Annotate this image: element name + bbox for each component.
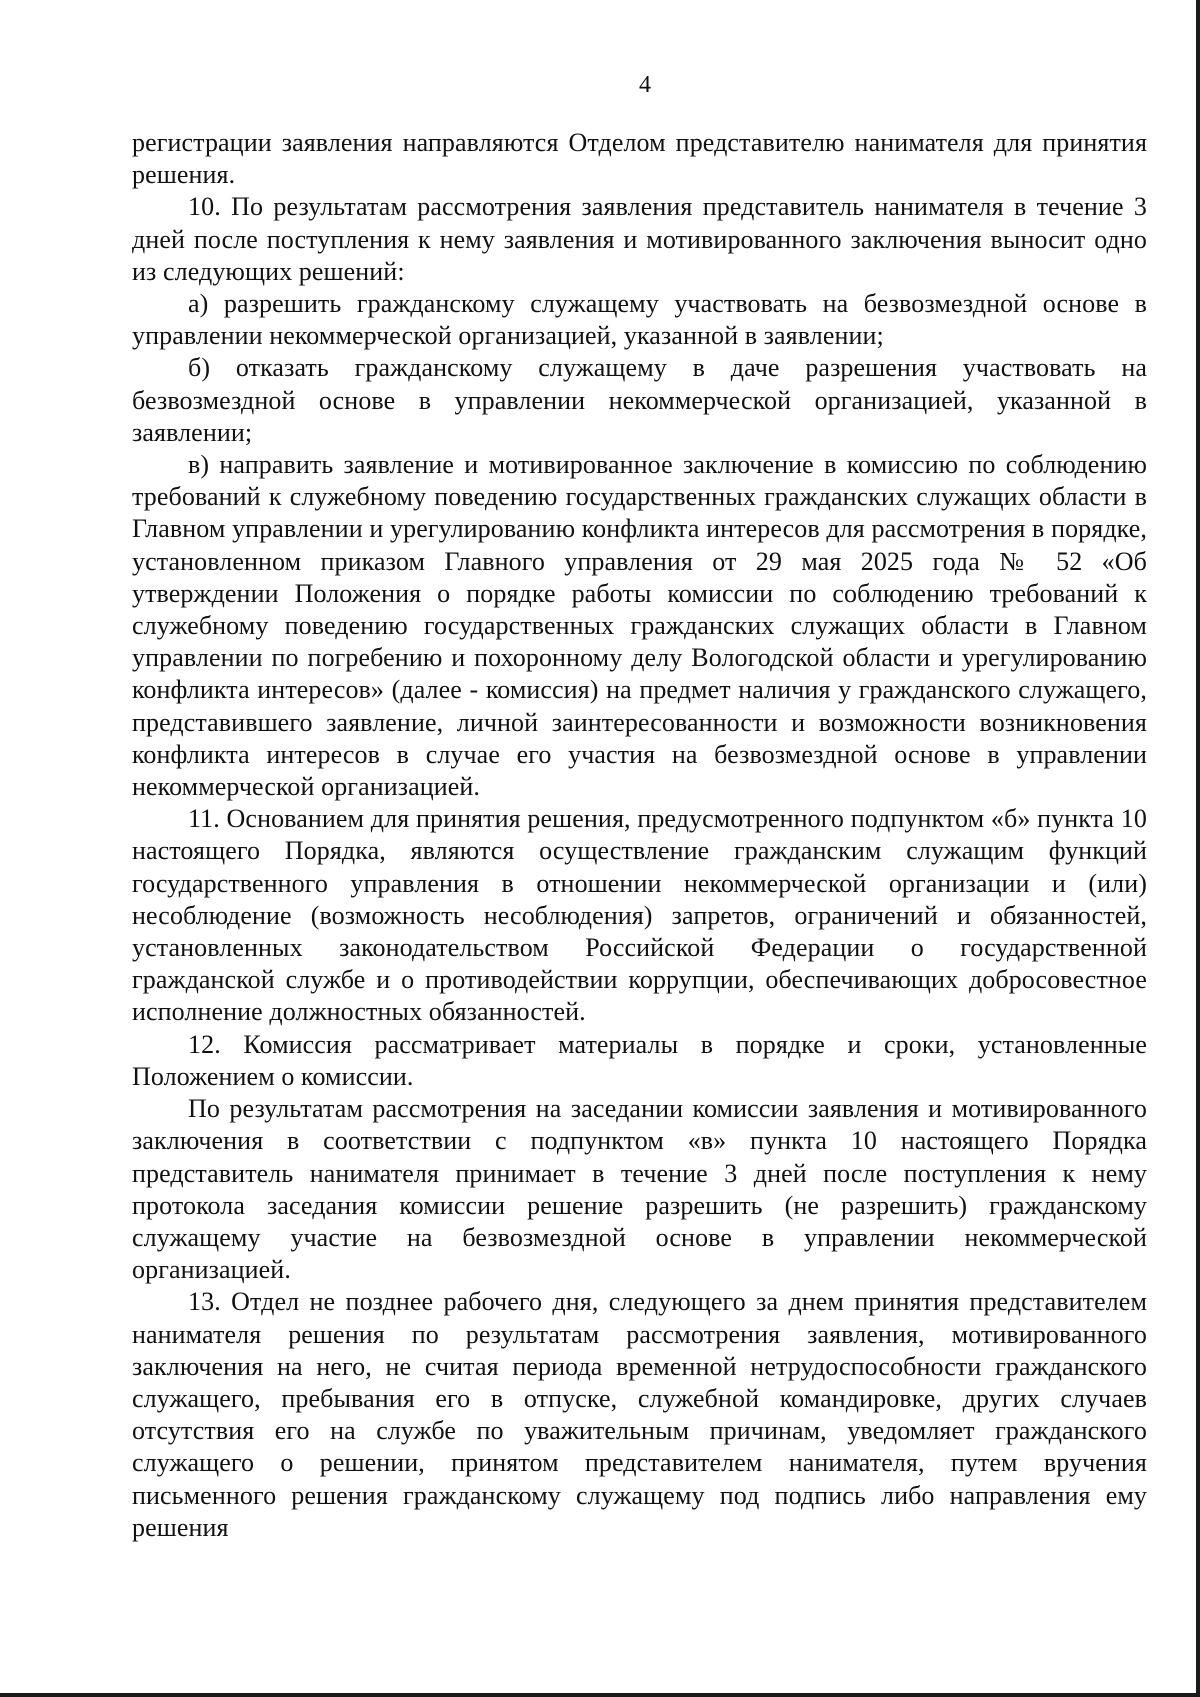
paragraph-12: 12. Комиссия рассматривает материалы в порядке и сроки, установленные Положением о комиссии.: [132, 1029, 1147, 1091]
scan-edge-bottom: [0, 1693, 1200, 1697]
scan-edge-right: [1196, 0, 1200, 1697]
paragraph-10: 10. По результатам рассмотрения заявления представитель нанимателя в течение 3 дней после поступления к нему заявления и мотивированного заключения выносит одно из следующих решений:: [132, 192, 1147, 286]
document-body: [132, 127, 1147, 1544]
paragraph-10-v: в) направить заявление и мотивированное заключение в комиссию по соблюдению требований к служебному поведению государственных гражданских служащих области в Главном управлении и урегулированию конфликта интересов для рассмотрения в порядке, установленном приказом Главного управления от 29 мая 2025 года № 52 «Об утверждении Положения о порядке работы комиссии по соблюдению требований к служебному поведению государственных гражданских служащих области в Главном управлении по погребению и похоронному делу Вологодской области и урегулированию конфликта интересов» (далее - комиссия) на предмет наличия у гражданского служащего, представившего заявление, личной заинтересованности и возможности возникновения конфликта интересов в случае его участия на безвозмездной основе в управлении некоммерческой организацией.: [132, 450, 1147, 802]
paragraph-10-a: а) разрешить гражданскому служащему участвовать на безвозмездной основе в управлении некоммерческой организацией, указанной в заявлении;: [132, 289, 1147, 351]
paragraph-11: 11. Основанием для принятия решения, предусмотренного подпунктом «б» пункта 10 настоящего Порядка, являются осуществление гражданским служащим функций государственного управления в отношении некоммерческой организации и (или) несоблюдение (возможность несоблюдения) запретов, ограничений и обязанностей, установленных законодательством Российской Федерации о государственной гражданской службе и о противодействии коррупции, обеспечивающих добросовестное исполнение должностных обязанностей.: [132, 804, 1147, 1027]
paragraph-13: 13. Отдел не позднее рабочего дня, следующего за днем принятия представителем нанимателя решения по результатам рассмотрения заявления, мотивированного заключения на него, не считая периода временной нетрудоспособности гражданского служащего, пребывания его в отпуске, служебной командировке, других случаев отсутствия его на службе по уважительным причинам, уведомляет гражданского служащего о решении, принятом представителем нанимателя, путем вручения письменного решения гражданскому служащему под подпись либо направления ему решения: [132, 1287, 1147, 1542]
paragraph-continuation: регистрации заявления направляются Отделом представителю нанимателя для принятия решения.: [132, 128, 1147, 190]
paragraph-10-b: б) отказать гражданскому служащему в даче разрешения участвовать на безвозмездной основе в управлении некоммерческой организацией, указанной в заявлении;: [132, 353, 1147, 447]
page-number: 4: [639, 72, 651, 98]
paragraph-12-continuation: По результатам рассмотрения на заседании комиссии заявления и мотивированного заключения в соответствии с подпунктом «в» пункта 10 настоящего Порядка представитель нанимателя принимает в течение 3 дней после поступления к нему протокола заседания комиссии решение разрешить (не разрешить) гражданскому служащему участие на безвозмездной основе в управлении некоммерческой организацией.: [132, 1094, 1147, 1285]
